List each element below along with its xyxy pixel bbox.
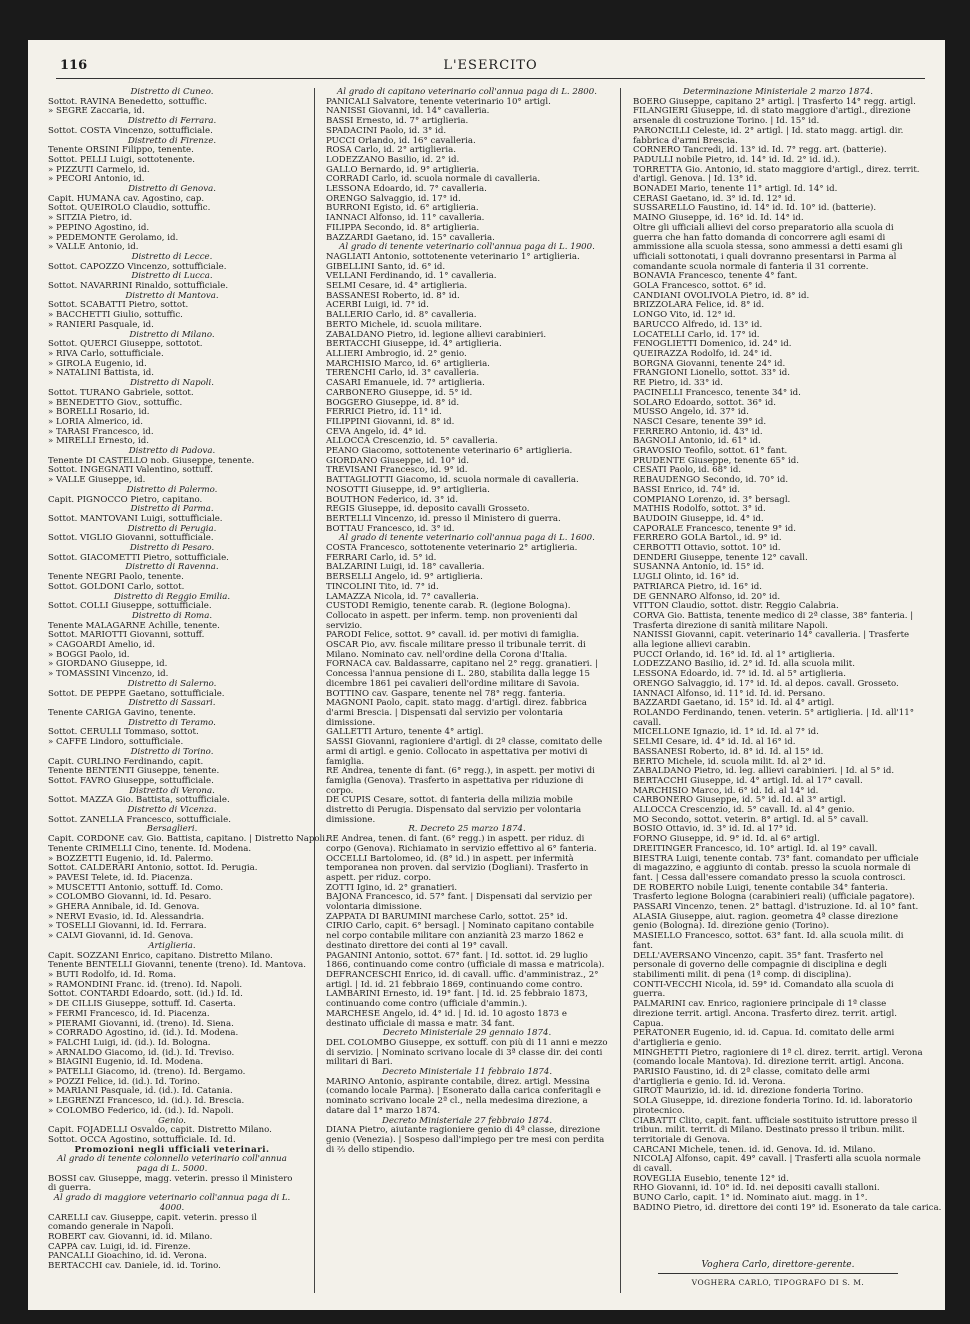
entry-line: Tenente CRIMELLI Cino, tenente. Id. Modena. bbox=[48, 843, 252, 854]
column-3 bbox=[633, 87, 942, 1293]
entry-line: PEANO Giacomo, sottotenente veterinario 6° artiglieria. bbox=[326, 446, 573, 457]
entry-line: » TARASI Francesco, id. bbox=[48, 426, 154, 437]
section-heading: Distretto di Padova. bbox=[128, 446, 216, 457]
entry-line: » BUTI Rodolfo, id. Id. Roma. bbox=[48, 969, 177, 980]
entry-line: Sottot. COSTA Vincenzo, sottufficiale. bbox=[48, 125, 213, 136]
entry-line: GOLA Francesco, sottot. 6° id. bbox=[633, 281, 767, 292]
printer-line: VOGHERA CARLO, TIPOGRAFO DI S. M. bbox=[691, 1278, 865, 1287]
entry-line: » MARIANI Pasquale, id. (id.). Id. Catania. bbox=[48, 1086, 233, 1097]
section-heading: Distretto di Perugia. bbox=[127, 523, 217, 534]
entry-line: DE ROBERTO nobile Luigi, tenente contabile 34° fanteria. Trasferto legione Bologna (carabinieri reali) (ufficiale pagatore). bbox=[633, 882, 915, 903]
entry-line: CORRADI Carlo, id. scuola normale di cavalleria. bbox=[326, 174, 541, 185]
entry-line: » VALLE Antonio, id. bbox=[48, 242, 139, 253]
section-heading: Distretto di Torino. bbox=[130, 746, 214, 757]
section-heading: Distretto di Lecce. bbox=[131, 251, 213, 262]
entry-line: CEVA Angelo, id. 4° id. bbox=[326, 426, 427, 437]
entry-line: NICOLAJ Alfonso, capit. 49° cavall. | Trasferti alla scuola normale di cavall. bbox=[633, 1154, 921, 1175]
entry-line: Sottot. CALDERARI Antonio, sottot. Id. Perugia. bbox=[48, 863, 258, 874]
entry-line: BIESTRA Luigi, tenente contab. 73° fant. comandato per ufficiale di magazzino, e aggiunto di contab. presso la scuola normale di fant. | Cessa dall'essere comandato presso la scuola controsci. bbox=[633, 853, 919, 883]
column-divider bbox=[314, 88, 315, 1293]
entry-line: PACINELLI Francesco, tenente 34° id. bbox=[633, 387, 801, 398]
entry-line: FRANGIONI Lionello, sottot. 33° id. bbox=[633, 368, 791, 379]
entry-line: MICELLONE Ignazio, id. 1° id. Id. al 7° id. bbox=[633, 727, 819, 738]
section-heading: Al grado di tenente colonnello veterinario coll'annua paga di L. 5000. bbox=[57, 1154, 287, 1175]
decree-heading: R. Decreto 25 marzo 1874. bbox=[408, 824, 526, 835]
entry-line: BONADEI Mario, tenente 11° artigl. Id. 14° id. bbox=[633, 184, 838, 195]
entry-line: CUSTODI Remigio, tenente carab. R. (legione Bologna). Collocato in aspett. per inferm. temp. non provenienti dal servizio. bbox=[326, 601, 578, 631]
entry-line: » PIERAMI Giovanni, id. (treno). Id. Siena. bbox=[48, 1018, 234, 1029]
entry-line: DE CUPIS Cesare, sottot. di fanteria della milizia mobile distretto di Perugia. Dispensato dal servizio per volontaria dimissione. bbox=[326, 795, 582, 825]
entry-line: ALLIERI Ambrogio, id. 2° genio. bbox=[326, 348, 467, 359]
entry-line: Sottot. MAZZA Gio. Battista, sottufficiale. bbox=[48, 795, 230, 806]
entry-line: BORGNA Giovanni, tenente 24° id. bbox=[633, 358, 786, 369]
entry-line: TERENCHI Carlo, id. 3° cavalleria. bbox=[326, 368, 480, 379]
section-heading: Distretto di Ferrara. bbox=[127, 116, 217, 127]
entry-line: » LORIA Almerico, id. bbox=[48, 416, 144, 427]
entry-line: BASSANESI Roberto, id. 8° id. Id. al 15° id. bbox=[633, 746, 824, 757]
entry-line: » SITZIA Pietro, id. bbox=[48, 213, 133, 224]
entry-line: CORNERO Tancredi, id. 13° id. Id. 7° regg. art. (batterie). bbox=[633, 145, 887, 156]
entry-line: » BOZZETTI Eugenio, id. Id. Palermo. bbox=[48, 853, 214, 864]
entry-line: DE GENNARO Alfonso, id. 20° id. bbox=[633, 591, 781, 602]
entry-line: SPADACINI Paolo, id. 3° id. bbox=[326, 125, 447, 136]
entry-line: Capit. SOZZANI Enrico, capitano. Distretto Milano. bbox=[48, 950, 273, 961]
section-heading: Al grado di maggiore veterinario coll'annua paga di L. 4000. bbox=[53, 1193, 291, 1213]
decree-heading: Determinazione Ministeriale 2 marzo 1874. bbox=[683, 87, 873, 97]
entry-line: PUCCI Orlando, id. 16° cavalleria. bbox=[326, 135, 476, 146]
entry-line: MAGNONI Paolo, capit. stato magg. d'artigl. direz. fabbrica d'armi Brescia. | Dispensati dal servizio per volontaria dimissione. bbox=[326, 698, 587, 728]
entry-line: PATRIARCA Pietro, id. 16° id. bbox=[633, 581, 762, 592]
entry-line: CANDIANI OVOLIVOLA Pietro, id. 8° id. bbox=[633, 290, 810, 301]
entry-line: CASARI Emanuele, id. 7° artiglieria. bbox=[326, 378, 485, 389]
entry-line: LODEZZANO Basilio, id. 2° id. Id. alla scuola milit. bbox=[633, 659, 855, 670]
entry-line: Tenente DI CASTELLO nob. Giuseppe, tenente. bbox=[48, 455, 255, 466]
entry-line: MARCHISIO Marco, id. 6° artiglieria. bbox=[326, 358, 490, 369]
entry-line: OCCELLI Bartolomeo, id. (8° id.) in aspett. per infermità temporanea non proven. dal servizio (Dogliani). Trasferto in aspett. per riduz. corpo. bbox=[326, 853, 589, 883]
entry-line: Sottot. INGEGNATI Valentino, sottuff. bbox=[48, 465, 213, 476]
entry-line: Tenente BENTENTI Giuseppe, tenente. bbox=[48, 766, 220, 777]
entry-line: Sottot. QUERCI Giuseppe, sottotot. bbox=[48, 339, 203, 350]
entry-line: Sottot. CERULLI Tommaso, sottot. bbox=[48, 727, 199, 738]
section-heading: Distretto di Lucca. bbox=[131, 271, 213, 282]
entry-line: CORVA Gio. Battista, tenente medico di 2ª classe, 38° fanteria. | Trasferta direzione di sanità militare Napoli. bbox=[633, 610, 914, 631]
entry-line: » PEDEMONTE Gerolamo, id. bbox=[48, 232, 179, 243]
entry-line: ROLANDO Ferdinando, tenen. veterin. 5° artiglieria. | Id. all'11° cavall. bbox=[633, 708, 915, 728]
entry-line: » FALCHI Luigi, id. (id.). Id. Bologna. bbox=[48, 1037, 211, 1048]
entry-line: LOCATELLI Carlo, id. 17° id. bbox=[633, 329, 760, 340]
entry-line: » RANIERI Pasquale, id. bbox=[48, 319, 154, 330]
entry-line: BALLERIO Carlo, id. 8° cavalleria. bbox=[326, 310, 477, 321]
entry-line: BATTAGLIOTTI Giacomo, id. scuola normale di cavalleria. bbox=[326, 475, 579, 486]
entry-line: REBAUDENGO Secondo, id. 70° id. bbox=[633, 475, 789, 486]
entry-line: BAZZARDI Gaetano, id. 15° id. Id. al 4° artigl. bbox=[633, 698, 835, 709]
entry-line: TINCOLINI Tito, id. 7° id. bbox=[326, 581, 439, 592]
entry-line: ALLOCCA Crescenzio, id. 5° cavalleria. bbox=[326, 436, 498, 447]
entry-line: LODEZZANO Basilio, id. 2° id. bbox=[326, 154, 460, 165]
entry-line: RHO Giovanni, id. 10° id. Id. nei depositi cavalli stalloni. bbox=[633, 1183, 880, 1194]
entry-line: » TOSELLI Giovanni, id. Id. Ferrara. bbox=[48, 921, 207, 932]
entry-line: BALZARINI Luigi, id. 18° cavalleria. bbox=[326, 562, 485, 573]
entry-line: » VALLE Giuseppe, id. bbox=[48, 475, 146, 486]
entry-line: BASSANESI Roberto, id. 8° id. bbox=[326, 290, 460, 301]
section-heading: Al grado di capitano veterinario coll'annua paga di L. 2800. bbox=[337, 87, 597, 97]
entry-line: QUEIRAZZA Rodolfo, id. 24° id. bbox=[633, 348, 773, 359]
entry-line: MATHIS Rodolfo, sottot. 3° id. bbox=[633, 504, 766, 515]
entry-line: » DE CILLIS Giuseppe, sottuff. Id. Caserta. bbox=[48, 999, 236, 1010]
entry-line: Tenente CARIGA Gavino, tenente. bbox=[48, 708, 196, 718]
entry-line: RE Andrea, tenente di fant. (6° regg.), in aspett. per motivi di famiglia (Genova). Trasferto in aspettativa per riduzione di corpo. bbox=[326, 766, 595, 796]
entry-line: LESSONA Edoardo, id. 7° id. Id. al 5° artiglieria. bbox=[633, 669, 847, 680]
entry-line: Sottot. MARIOTTI Giovanni, sottuff. bbox=[48, 630, 205, 641]
entry-line: ALASIA Giuseppe, aiut. ragion. geometra 4ª classe direzione genio (Bologna). Id. direzione genio (Torino). bbox=[633, 911, 899, 932]
section-heading: Distretto di Firenze. bbox=[127, 135, 217, 146]
entry-line: BARUCCO Alfredo, id. 13° id. bbox=[633, 319, 763, 330]
entry-line: Sottot. RAVINA Benedetto, sottuffic. bbox=[48, 96, 207, 107]
section-heading: Distretto di Napoli. bbox=[129, 378, 215, 389]
entry-line: MARCHISIO Marco, id. 6° id. Id. al 14° id. bbox=[633, 785, 819, 796]
entry-line: CAPPA cav. Luigi, id. id. Firenze. bbox=[48, 1241, 191, 1252]
entry-line: DIANA Pietro, aiutante ragioniere genio di 4ª classe, direzione genio (Venezia). | Sospeso dall'impiego per tre mesi con perdita di ⅔ dello stipendio. bbox=[326, 1125, 605, 1155]
entry-line: SUSANNA Antonio, id. 15° id. bbox=[633, 562, 765, 573]
entry-line: Capit. FOJADELLI Osvaldo, capit. Distretto Milano. bbox=[48, 1125, 272, 1136]
entry-line: CARBONERO Giuseppe, id. 5° id. bbox=[326, 387, 473, 398]
entry-line: BOSSI cav. Giuseppe, magg. veterin. presso il Ministero di guerra. bbox=[48, 1173, 293, 1194]
decree-heading: Decreto Ministeriale 29 gennaio 1874. bbox=[382, 1028, 552, 1039]
entry-line: TREVISANI Francesco, id. 9° id. bbox=[326, 465, 468, 476]
entry-line: LESSONA Edoardo, id. 7° cavalleria. bbox=[326, 184, 487, 195]
entry-line: COMPIANO Lorenzo, id. 3° bersagl. bbox=[633, 494, 791, 505]
entry-line: BERTACCHI Giuseppe, id. 4° artigl. Id. al 17° cavall. bbox=[633, 775, 863, 786]
entry-line: CESATI Paolo, id. 68° id. bbox=[633, 465, 742, 476]
entry-line: CARELLI cav. Giuseppe, capit. veterin. presso il comando generale in Napoli. bbox=[48, 1212, 257, 1233]
entry-line: VITTON Claudio, sottot. distr. Reggio Calabria. bbox=[633, 601, 839, 612]
entry-line: BERTACCHI Giuseppe, id. 4° artiglieria. bbox=[326, 339, 502, 350]
entry-line: Sottot. GOLDONI Carlo, sottot. bbox=[48, 581, 185, 592]
entry-line: CONTI-VECCHI Nicola, id. 59° id. Comandato alla scuola di guerra. bbox=[633, 979, 894, 1000]
entry-line: MINGHETTI Pietro, ragioniere di 1ª cl. direz. territ. artigl. Verona (comando locale Mantova). Id. direzione territ. artigl. Ancona. bbox=[633, 1047, 923, 1068]
entry-line: Sottot. CONTARDI Edoardo, sott. (id.) Id. Id. bbox=[48, 989, 243, 1000]
entry-line: » BACCHETTI Giulio, sottuffic. bbox=[48, 310, 183, 321]
section-heading: Distretto di Parma. bbox=[130, 504, 214, 515]
entry-line: » BIAGINI Eugenio, id. Id. Modena. bbox=[48, 1057, 204, 1068]
entry-line: BOERO Giuseppe, capitano 2° artigl. | Trasferto 14° regg. artigl. bbox=[633, 96, 916, 107]
section-heading: Bersaglieri. bbox=[146, 824, 198, 835]
entry-line: » PECORI Antonio, id. bbox=[48, 174, 145, 185]
entry-line: BOTTINO cav. Gaspare, tenente nel 78° regg. fanteria. bbox=[326, 688, 566, 699]
section-heading: Distretto di Verona. bbox=[129, 785, 215, 796]
entry-line: » FERMI Francesco, id. Id. Piacenza. bbox=[48, 1008, 210, 1019]
entry-line: PALMARINI cav. Enrico, ragioniere principale di 1ª classe direzione territ. artigl. Ancona. Trasferto direz. territ. artigl. Capua. bbox=[633, 999, 898, 1029]
entry-line: Sottot. DE PEPPE Gaetano, sottufficiale. bbox=[48, 688, 225, 699]
entry-line: PARISIO Faustino, id. di 2ª classe, comitato delle armi d'artiglieria e genio. Id. id. Verona. bbox=[633, 1067, 870, 1087]
entry-line: LONGO Vito, id. 12° id. bbox=[633, 310, 736, 321]
entry-line: OSCAR Pio, avv. fiscale militare presso il tribunale territ. di Milano. Nominato cav. nell'ordine della Corona d'Italia. bbox=[326, 640, 586, 660]
section-heading: Distretto di Ravenna. bbox=[125, 562, 219, 573]
entry-line: BERSELLI Angelo, id. 9° artiglieria. bbox=[326, 572, 483, 583]
entry-line: Sottot. SCABATTI Pietro, sottot. bbox=[48, 300, 189, 311]
section-heading: Distretto di Genova. bbox=[128, 184, 216, 195]
entry-line: PANCALLI Gioachino, id. id. Verona. bbox=[48, 1251, 207, 1262]
entry-line: » TOMASSINI Vincenzo, id. bbox=[48, 669, 169, 680]
entry-line: Sottot. VIGLIO Giovanni, sottufficiale. bbox=[48, 533, 214, 544]
entry-line: FERRERO Antonio, id. 43° id. bbox=[633, 426, 763, 437]
entry-line: » PAVESI Telete, id. Id. Piacenza. bbox=[48, 872, 193, 883]
entry-line: Sottot. OCCA Agostino, sottufficiale. Id. Id. bbox=[48, 1134, 236, 1145]
entry-line: » PIZZUTI Carmelo, id. bbox=[48, 164, 150, 175]
entry-line: » MUSCETTI Antonio, sottuff. Id. Como. bbox=[48, 882, 224, 893]
section-heading: Al grado di tenente veterinario coll'annua paga di L. 1600. bbox=[339, 533, 595, 544]
entry-line: » RIVA Carlo, sottufficiale. bbox=[48, 348, 164, 359]
column-divider bbox=[620, 88, 621, 1293]
entry-line: GIROT Maurizio, id. id. id. direzione fonderia Torino. bbox=[633, 1086, 864, 1097]
entry-line: TORRETTA Gio. Antonio, id. stato maggiore d'artigl., direz. territ. d'artigl. Genova. | Id. 13° id. bbox=[633, 164, 920, 185]
entry-line: Sottot. TURANO Gabriele, sottot. bbox=[48, 387, 194, 398]
entry-line: ROVEGLIA Eusebio, tenente 12° id. bbox=[633, 1173, 789, 1184]
entry-line: NAGLIATI Antonio, sottotenente veterinario 1° artiglieria. bbox=[326, 251, 580, 262]
entry-line: MAINO Giuseppe, id. 16° id. Id. 14° id. bbox=[633, 213, 804, 224]
entry-line: » SEGRE Zaccaria, id. bbox=[48, 106, 145, 117]
entry-line: » CAFFE Lindoro, sottufficiale. bbox=[48, 737, 184, 748]
entry-line: Sottot. CAPOZZO Vincenzo, sottufficiale. bbox=[48, 261, 227, 272]
entry-line: SELMI Cesare, id. 4° id. Id. al 16° id. bbox=[633, 737, 796, 748]
entry-line: » BOGGI Paolo, id. bbox=[48, 649, 130, 660]
section-heading: Distretto di Vicenza. bbox=[127, 805, 217, 816]
entry-line: NASCI Cesare, tenente 39° id. bbox=[633, 416, 767, 427]
entry-line: FILIPPA Secondo, id. 8° artiglieria. bbox=[326, 222, 480, 233]
entry-line: DREITINGER Francesco, id. 10° artigl. Id. al 19° cavall. bbox=[633, 843, 878, 854]
entry-line: PUCCI Orlando, id. 16° id. Id. al 1° artiglieria. bbox=[633, 649, 835, 660]
entry-line: LUGLI Olinto, id. 16° id. bbox=[633, 572, 740, 583]
section-heading: Al grado di tenente veterinario coll'annua paga di L. 1900. bbox=[339, 242, 595, 253]
entry-line: Tenente NEGRI Paolo, tenente. bbox=[48, 572, 184, 583]
entry-line: Capit. CURLINO Ferdinando, capit. bbox=[48, 756, 204, 767]
signature: Voghera Carlo, direttore-gerente. bbox=[701, 1260, 855, 1270]
entry-line: Sottot. NAVARRINI Rinaldo, sottufficiale. bbox=[48, 281, 229, 292]
entry-line: GALLETTI Arturo, tenente 4° artigl. bbox=[326, 727, 484, 738]
entry-line: » CORRADO Agostino, id. (id.). Id. Modena. bbox=[48, 1028, 239, 1039]
entry-line: CIABATTI Clito, capit. fant. ufficiale sostituito istruttore presso il tribun. milit. territ. di Milano. Destinato presso il tribun. milit. territoriale di Genova. bbox=[633, 1115, 918, 1145]
entry-line: ROSA Carlo, id. 2° artiglieria. bbox=[326, 145, 456, 156]
entry-line: BASSI Ernesto, id. 7° artiglieria. bbox=[326, 116, 469, 127]
entry-line: PRUDENTE Giuseppe, tenente 65° id. bbox=[633, 455, 800, 466]
entry-line: » COLOMBO Giovanni, id. Id. Pesaro. bbox=[48, 892, 212, 903]
entry-line: DENDERI Giuseppe, tenente 12° cavall. bbox=[633, 552, 808, 563]
entry-line: BUNO Carlo, capit. 1° id. Nominato aiut. magg. in 1°. bbox=[633, 1193, 868, 1204]
entry-line: MO Secondo, sottot. veterin. 8° artigl. Id. al 5° cavall. bbox=[633, 814, 869, 825]
entry-line: » PATELLI Giacomo, id. (treno). Id. Bergamo. bbox=[48, 1067, 246, 1078]
entry-line: SELMI Cesare, id. 4° artiglieria. bbox=[326, 281, 468, 292]
entry-line: BERTACCHI cav. Daniele, id. id. Torino. bbox=[48, 1261, 221, 1272]
entry-line: Sottot. FAVRO Giuseppe, sottufficiale. bbox=[48, 775, 214, 786]
entry-line: PARONCILLI Celeste, id. 2° artigl. | Id. stato magg. artigl. dir. fabbrica d'armi Brescia. bbox=[633, 125, 904, 146]
entry-line: Capit. PIGNOCCO Pietro, capitano. bbox=[48, 494, 203, 505]
entry-line: ZABALDANO Pietro, id. legione allievi carabinieri. bbox=[326, 329, 547, 340]
entry-line: REGIS Giuseppe, id. deposito cavalli Grosseto. bbox=[326, 504, 530, 515]
entry-line: BAJONA Francesco, id. 57° fant. | Dispensati dal servizio per volontaria dimissione. bbox=[326, 892, 592, 913]
entry-line: » RAMONDINI Franc. id. (treno). Id. Napoli. bbox=[48, 979, 243, 990]
entry-line: SOLA Giuseppe, id. direzione fonderia Torino. Id. id. laboratorio pirotecnico. bbox=[633, 1096, 913, 1116]
entry-line: CIRIO Carlo, capit. 6° bersagl. | Nominato capitano contabile nel corpo contabile militare con anzianità 23 marzo 1862 e destinato direttore dei conti al 19° cavall. bbox=[326, 921, 594, 951]
entry-line: ACERBI Luigi, id. 7° id. bbox=[326, 300, 429, 311]
entry-line: » GIROLA Eugenio, id. bbox=[48, 358, 147, 369]
page-number: 116 bbox=[60, 58, 88, 73]
entry-line: » PEPINO Agostino, id. bbox=[48, 222, 150, 233]
entry-line: PASSARI Vincenzo, tenen. 2° battagl. d'istruzione. Id. al 10° fant. bbox=[633, 902, 919, 913]
entry-line: NOSOTTI Giuseppe, id. 9° artiglieria. bbox=[326, 484, 490, 495]
entry-line: CARBONERO Giuseppe, id. 5° id. Id. al 3° artigl. bbox=[633, 795, 846, 806]
entry-line: ZABALDANO Pietro, id. leg. allievi carabinieri. | Id. al 5° id. bbox=[633, 766, 895, 777]
entry-line: GALLO Bernardo, id. 9° artiglieria. bbox=[326, 164, 480, 175]
entry-line: BERTO Michele, id. scuola militare. bbox=[326, 319, 482, 330]
page-title: L'ESERCITO bbox=[443, 58, 538, 73]
entry-line: CERBOTTI Ottavio, sottot. 10° id. bbox=[633, 543, 781, 554]
entry-line: FENOGLIETTI Domenico, id. 24° id. bbox=[633, 339, 792, 350]
entry-line: BURRONI Egisto, id. 6° artiglieria. bbox=[326, 203, 479, 214]
entry-line: ZOTTI Igino, id. 2° granatieri. bbox=[326, 882, 458, 893]
section-heading: Distretto di Teramo. bbox=[128, 717, 216, 728]
entry-line: Sottot. GIACOMETTI Pietro, sottufficiale. bbox=[48, 552, 229, 563]
column-1 bbox=[48, 87, 328, 1293]
entry-line: LAMAZZA Nicola, id. 7° cavalleria. bbox=[326, 591, 479, 602]
decree-heading: Decreto Ministeriale 11 febbraio 1874. bbox=[381, 1067, 553, 1078]
decree-heading: Decreto Ministeriale 27 febbraio 1874. bbox=[381, 1115, 553, 1126]
entry-line: » NERVI Evasio, id. Id. Alessandria. bbox=[48, 911, 205, 922]
entry-line: MARCHESE Angelo, id. 4° id. | Id. id. 10 agosto 1873 e destinato ufficiale di massa e matr. 34 fant. bbox=[326, 1008, 567, 1029]
entry-line: ALLOCCA Crescenzio, id. 5° cavall. Id. al 4° genio. bbox=[633, 805, 855, 816]
entry-line: » LEGRENZI Francesco, id. (id.). Id. Brescia. bbox=[48, 1096, 245, 1107]
entry-line: » BENEDETTO Giov., sottuffic. bbox=[48, 397, 183, 408]
entry-line: PANICALI Salvatore, tenente veterinario 10° artigl. bbox=[326, 96, 551, 107]
entry-line: BOUTHON Federico, id. 3° id. bbox=[326, 494, 458, 505]
entry-line: Tenente MALAGARNE Achille, tenente. bbox=[48, 620, 220, 631]
entry-line: MARINO Antonio, aspirante contabile, direz. artigl. Messina (comando locale Parma). | Esonerato dalla carica conferitagli e nominato scrivano locale 2ª cl., nella medesima direzione, a datare dal 1° marzo 1874. bbox=[326, 1076, 601, 1116]
section-heading: Artiglieria. bbox=[148, 940, 196, 951]
entry-line: ORENGO Salvaggio, id. 17° id. Id. al depos. cavall. Grosseto. bbox=[633, 678, 899, 689]
entry-line: » COLOMBO Federico, id. (id.). Id. Napoli. bbox=[48, 1105, 234, 1116]
entry-line: » ARNALDO Giacomo, id. (id.). Id. Treviso. bbox=[48, 1047, 235, 1058]
entry-line: Sottot. ZANELLA Francesco, sottufficiale. bbox=[48, 814, 231, 825]
section-heading: Distretto di Roma. bbox=[131, 610, 213, 621]
entry-line: Sottot. COLLI Giuseppe, sottufficiale. bbox=[48, 601, 212, 612]
entry-line: DEL COLOMBO Giuseppe, ex sottuff. con più di 11 anni e mezzo di servizio. | Nominato scrivano locale di 3ª classe dir. dei conti militari di Bari. bbox=[326, 1037, 608, 1068]
entry-line: » CALVI Giovanni, id. Id. Genova. bbox=[48, 931, 194, 942]
section-heading: Distretto di Reggio Emilia. bbox=[113, 591, 231, 602]
newspaper-page bbox=[28, 40, 945, 1310]
entry-line: COSTA Francesco, sottotenente veterinario 2° artiglieria. bbox=[326, 543, 578, 554]
entry-line: » CAGOARDI Amelio, id. bbox=[48, 640, 155, 651]
section-heading: Distretto di Cuneo. bbox=[130, 87, 214, 97]
section-heading: Distretto di Salerno. bbox=[127, 678, 217, 689]
section-heading: Distretto di Palermo. bbox=[126, 484, 218, 495]
section-heading: Distretto di Mantova. bbox=[125, 290, 219, 301]
entry-line: NANISSI Giovanni, id. 14° cavalleria. bbox=[326, 106, 490, 117]
entry-line: BADINO Pietro, id. direttore dei conti 19° id. Esonerato da tale carica. bbox=[633, 1202, 942, 1213]
entry-line: FORNACA cav. Baldassarre, capitano nel 2° regg. granatieri. | Concessa l'annua pensione di L. 280, stabilita dalla legge 15 dicembre 1861 pei cavalieri dell'ordine militare di Savoia. bbox=[326, 659, 598, 689]
entry-line: FERRERO GOLA Bartol., id. 9° id. bbox=[633, 533, 782, 544]
entry-line: NANISSI Giovanni, capit. veterinario 14° cavalleria. | Trasferte alla legione allievi carabin. bbox=[633, 630, 910, 651]
entry-line: » NATALINI Battista, id. bbox=[48, 368, 154, 379]
entry-line: SASSI Giovanni, ragioniere d'artigl. di 2ª classe, comitato delle armi di artigl. e genio. Collocato in aspettativa per motivi di famiglia. bbox=[326, 737, 603, 767]
entry-line: CERASI Gaetano, id. 3° id. Id. 12° id. bbox=[633, 193, 796, 204]
entry-line: BERTELLI Vincenzo, id. presso il Ministero di guerra. bbox=[326, 513, 561, 524]
section-heading: Genio. bbox=[158, 1115, 186, 1126]
entry-line: GIORDANO Giuseppe, id. 10° id. bbox=[326, 455, 470, 466]
entry-line: Tenente ORSINI Filippo, tenente. bbox=[48, 145, 194, 156]
entry-line: FERRARI Carlo, id. 5° id. bbox=[326, 552, 437, 563]
entry-line: GRAVOSIO Teofilo, sottot. 61° fant. bbox=[633, 446, 788, 457]
entry-line: Capit. HUMANA cav. Agostino, cap. bbox=[48, 193, 205, 204]
entry-line: LAMBARINI Ernesto, id. 19° fant. | Id. id. 25 febbraio 1873, continuando come contro (ufficiale d'ammin.). bbox=[326, 989, 588, 1010]
entry-line: Sottot. QUEIROLO Claudio, sottuffic. bbox=[48, 203, 211, 214]
entry-line: ROBERT cav. Giovanni, id. id. Milano. bbox=[48, 1231, 213, 1242]
entry-line: BASSI Enrico, id. 74° id. bbox=[633, 484, 741, 495]
entry-line: BAGNOLI Antonio, id. 61° id. bbox=[633, 436, 761, 447]
entry-line: » GIORDANO Giuseppe, id. bbox=[48, 659, 168, 670]
entry-line: MUSSO Angelo, id. 37° id. bbox=[633, 407, 749, 418]
entry-line: » POZZI Felice, id. (id.). Id. Torino. bbox=[48, 1076, 200, 1087]
entry-line: PADULLI nobile Pietro, id. 14° id. Id. 2° id. id.). bbox=[633, 154, 841, 165]
entry-line: BAZZARDI Gaetano, id. 15° cavalleria. bbox=[326, 232, 495, 243]
entry-line: CAPORALE Francesco, tenente 9° id. bbox=[633, 523, 796, 534]
entry-line: Tenente BENTELLI Giovanni, tenente (treno). Id. Mantova. bbox=[48, 960, 306, 971]
entry-line: Oltre gli ufficiali allievi del corso preparatorio alla scuola di guerra che han fatto domanda di concorrere agli esami di ammissione alla scuola stessa, sono ammessi a detti esami gli ufficiali sottonotati, i quali dovranno presentarsi in Parma al comandante scuola normale di fanteria il 31 corrente. bbox=[633, 222, 903, 272]
column-2 bbox=[326, 88, 608, 1293]
entry-line: RE Andrea, tenen. di fant. (6° regg.) in aspett. per riduz. di corpo (Genova). Richiamato in servizio effettivo al 6° fanteria. bbox=[326, 834, 597, 854]
entry-line: BAUDOIN Giuseppe, id. 4° id. bbox=[633, 513, 764, 524]
entry-line: ORENGO Salvaggio, id. 17° id. bbox=[326, 193, 461, 204]
entry-line: PARODI Felice, sottot. 9° cavall. id. per motivi di famiglia. bbox=[326, 630, 580, 641]
entry-line: RE Pietro, id. 33° id. bbox=[633, 378, 723, 389]
entry-line: BERTO Michele, id. scuola milit. Id. al 2° id. bbox=[633, 756, 826, 767]
section-title: Promozioni negli ufficiali veterinari. bbox=[74, 1144, 270, 1155]
entry-line: ZAPPATA DI BARUMINI marchese Carlo, sottot. 25° id. bbox=[326, 911, 568, 922]
entry-line: Capit. CORDONE cav. Gio. Battista, capitano. | Distretto Napoli. bbox=[48, 834, 328, 845]
entry-line: » GHERA Annibale, id. Id. Genova. bbox=[48, 902, 200, 913]
section-heading: Distretto di Sassari. bbox=[128, 698, 216, 709]
entry-line: FILANGIERI Giuseppe, id. di stato maggiore d'artigl., direzione arsenale di costruzione Torino. | Id. 15° id. bbox=[633, 106, 911, 127]
entry-line: PERATONER Eugenio, id. id. Capua. Id. comitato delle armi d'artiglieria e genio. bbox=[633, 1028, 895, 1048]
page-header bbox=[56, 56, 925, 79]
entry-line: DELL'AVERSANO Vincenzo, capit. 35° fant. Trasferto nel personale di governo delle compagnie di disciplina e degli stabilimenti milit. di pena (1ª comp. di disciplina). bbox=[633, 950, 887, 980]
entry-line: Sottot. MANTOVANI Luigi, sottufficiale. bbox=[48, 513, 223, 524]
entry-line: PAGANINI Antonio, sottot. 67° fant. | Id. sottot. id. 29 luglio 1866, continuando come contro (ufficiale di massa e matricola). bbox=[326, 950, 605, 971]
entry-line: IANNACI Alfonso, id. 11° id. Id. id. Persano. bbox=[633, 688, 826, 699]
entry-line: » MIRELLI Ernesto, id. bbox=[48, 436, 149, 447]
entry-line: FERRICI Pietro, id. 11° id. bbox=[326, 407, 442, 418]
entry-line: » BORELLI Rosario, id. bbox=[48, 407, 150, 418]
section-heading: Distretto di Pesaro. bbox=[129, 543, 215, 554]
entry-line: FILIPPINI Giovanni, id. 8° id. bbox=[326, 416, 455, 427]
entry-line: BONAVIA Francesco, tenente 4° fant. bbox=[633, 271, 798, 282]
entry-line: BOGGERO Giuseppe, id. 8° id. bbox=[326, 397, 460, 408]
entry-line: SUSSARELLO Faustino, id. 14° id. Id. 10° id. (batterie). bbox=[633, 203, 877, 214]
entry-line: FORNO Giuseppe, id. 9° id. Id. al 6° artigl. bbox=[633, 834, 820, 845]
entry-line: BRIZZOLARA Felice, id. 8° id. bbox=[633, 300, 765, 311]
entry-line: MASIELLO Francesco, sottot. 63° fant. Id. alla scuola milit. di fant. bbox=[633, 931, 904, 951]
entry-line: BOSIO Ottavio, id. 3° id. Id. al 17° id. bbox=[633, 824, 797, 835]
entry-line: GIBELLINI Santo, id. 6° id. bbox=[326, 261, 446, 272]
entry-line: BOTTAU Francesco, id. 3° id. bbox=[326, 523, 455, 534]
footer-rule bbox=[658, 1273, 898, 1274]
entry-line: Sottot. PELLI Luigi, sottotenente. bbox=[48, 154, 195, 165]
entry-line: IANNACI Alfonso, id. 11° cavalleria. bbox=[326, 213, 485, 224]
entry-line: CARCANI Michele, tenen. id. id. Genova. Id. id. Milano. bbox=[633, 1144, 876, 1155]
entry-line: DEFRANCESCHI Enrico, id. di cavall. uffic. d'amministraz., 2° artigl. | Id. id. 21 febbraio 1869, continuando come contro. bbox=[326, 969, 599, 990]
section-heading: Distretto di Milano. bbox=[129, 329, 215, 340]
entry-line: VELLANI Ferdinando, id. 1° cavalleria. bbox=[326, 271, 497, 282]
entry-line: SOLARO Edoardo, sottot. 36° id. bbox=[633, 397, 776, 408]
